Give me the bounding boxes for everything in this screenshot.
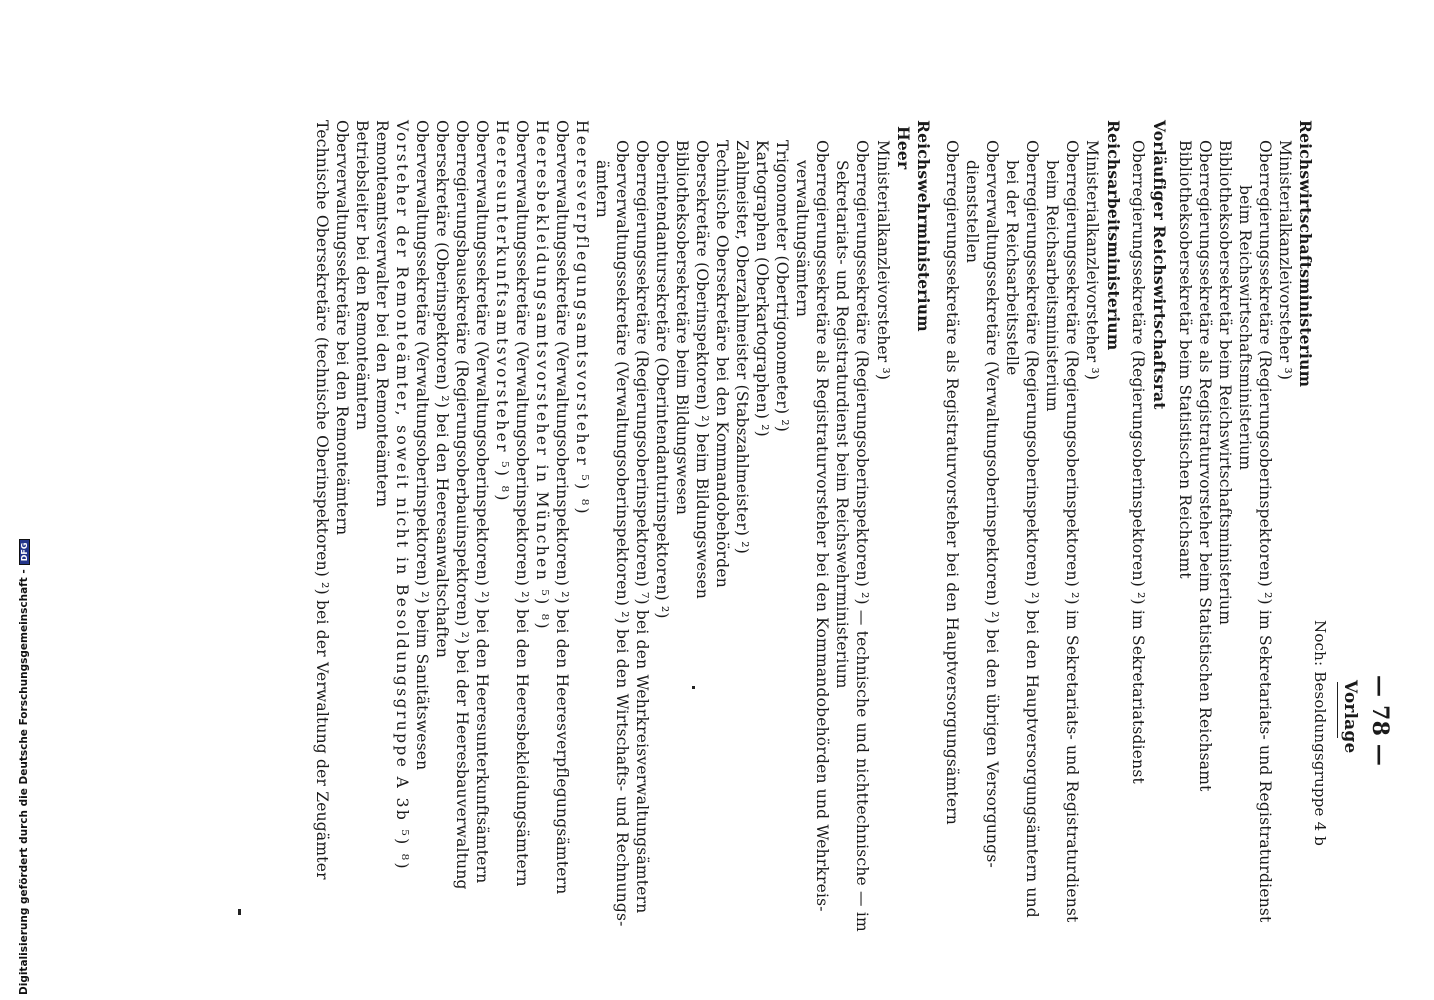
text-line: Oberverwaltungssekretäre (Verwaltungsoberinspektoren) ²) bei den Heeresbekleidungsämtern (513, 120, 531, 887)
text-line: Oberregierungssekretäre (Regierungsoberinspektoren) ²) bei den Hauptversorgungsämtern und (1023, 140, 1041, 918)
section-heading: Reichswehrministerium (914, 120, 933, 332)
text-line: Obersekretäre (Oberinspektoren) ²) bei den Heeresanwaltschaften (433, 120, 451, 659)
text-line: dienststellen (963, 160, 981, 264)
text-line: Remonteamtsverwalter bei den Remonteämtern (373, 120, 391, 508)
text-line: Technische Obersekretäre (technische Oberinspektoren) ²) bei der Verwaltung der Zeugämter (313, 120, 331, 880)
section-heading: Vorläufiger Reichswirtschaftsrat (1150, 120, 1169, 410)
text-line: Bibliotheksobersekretär beim Statistischen Reichsamt (1176, 140, 1194, 579)
text-line: Oberregierungssekretäre als Registraturvorsteher beim Statistischen Reichsamt (1196, 140, 1214, 792)
text-line: Oberintendantursekretäre (Oberintendanturinspektoren) ²) (653, 140, 671, 619)
text-line: Obersekretäre (Oberinspektoren) ²) beim Bildungswesen (693, 140, 711, 600)
text-line: Ministerialkanzleivorsteher ³) (1083, 140, 1101, 381)
text-line: ämtern (593, 160, 611, 218)
section-heading: Reichswirtschaftsministerium (1296, 120, 1315, 388)
text-line: Heeresunterkunftsamtsvorsteher ⁵) ⁸) (493, 120, 511, 503)
section-heading: Heer (894, 126, 913, 170)
text-line: Technische Obersekretäre bei den Kommandobehörden (713, 140, 731, 588)
text-line: beim Reichswirtschaftsministerium (1236, 185, 1254, 471)
text-line: bei der Reichsarbeitsstelle (1003, 160, 1021, 376)
text-line: Betriebsleiter bei den Remonteämtern (353, 120, 371, 431)
text-line: Oberregierungsbausekretäre (Regierungsoberbauinspektoren) ²) bei der Heeresbauverwaltung (453, 120, 471, 890)
text-line: Ministerialkanzleivorsteher ³) (874, 140, 892, 381)
text-line: Oberregierungssekretäre (Regierungsoberinspektoren) ²) im Sekretariats- und Registraturdienst (1256, 140, 1274, 923)
text-line: Kartographen (Oberkartographen) ²) (753, 140, 771, 437)
text-line: Oberregierungssekretäre als Registraturvorsteher bei den Kommandobehörden und Wehrkreis- (813, 140, 831, 912)
text-line: Bibliotheksobersekretäre beim Bildungswesen (673, 140, 691, 516)
dfg-logo: DFG (19, 539, 30, 566)
page-number: — 78 — (1367, 675, 1393, 767)
digitization-credit (18, 539, 30, 995)
title-underline (1337, 682, 1338, 738)
credit-text: Digitalisierung gefördert durch die Deutsche Forschungsgemeinschaft - (18, 569, 30, 995)
rotated-document-page (160, 120, 1393, 932)
text-line: Oberverwaltungssekretäre bei den Remonteämtern (333, 120, 351, 536)
text-line: Heeresbekleidungsamtsvorsteher in München ⁵) ⁸) (533, 120, 551, 631)
text-line: verwaltungsämtern (793, 160, 811, 318)
document-title: Vorlage (1340, 680, 1360, 754)
text-line: Ministerialkanzleivorsteher ³) (1276, 140, 1294, 381)
text-line: Trigonometer (Obertrigonometer) ²) (773, 140, 791, 433)
text-line: Oberregierungssekretäre als Registraturvorsteher bei den Hauptversorgungsämtern (943, 140, 961, 825)
text-line: Bibliotheksobersekretär beim Reichswirtschaftsministerium (1216, 140, 1234, 626)
text-line: Zahlmeister, Oberzahlmeister (Stabszahlmeister) ²) (733, 140, 751, 554)
text-line: Oberverwaltungssekretäre (Verwaltungsoberinspektoren) ²) bei den Heeresverpflegungsämtern (553, 120, 571, 895)
text-line: Oberverwaltungssekretäre (Verwaltungsoberinspektoren) ²) beim Sanitätswesen (413, 120, 431, 771)
page-subtitle: Noch: Besoldungsgruppe 4 b (1311, 620, 1329, 847)
text-line: Oberverwaltungssekretäre (Verwaltungsoberinspektoren) ²) bei den Wirtschafts- und Rechnungs- (613, 140, 631, 927)
text-line: Oberregierungssekretäre (Regierungsoberinspektoren) ⁷) bei den Wehrkreisverwaltungsämtern (633, 140, 651, 914)
text-line: Vorsteher der Remonteämter, soweit nicht in Besoldungsgruppe A 3b ⁵) ⁸) (393, 120, 411, 871)
text-line: Sekretariats- und Registraturdienst beim Reichswehrministerium (833, 160, 851, 689)
section-heading: Reichsarbeitsministerium (1104, 120, 1123, 351)
text-line: Oberverwaltungssekretäre (Verwaltungsoberinspektoren) ²) bei den Heeresunterkunftsämtern (473, 120, 491, 884)
scan-speck (692, 686, 695, 689)
text-line: Heeresverpflegungsamtsvorsteher ⁵) ⁸) (573, 120, 591, 517)
text-line: Oberverwaltungssekretäre (Verwaltungsoberinspektoren) ²) bei den übrigen Versorgungs- (983, 140, 1001, 868)
text-line: beim Reichsarbeitsministerium (1043, 160, 1061, 412)
scan-speck (238, 909, 241, 915)
text-line: Oberregierungssekretäre (Regierungsoberinspektoren) ²) — technische und nichttechnische — im (853, 140, 871, 932)
text-line: Oberregierungssekretäre (Regierungsoberinspektoren) ²) im Sekretariats- und Registraturdienst (1063, 140, 1081, 923)
text-line: Oberregierungssekretäre (Regierungsoberinspektoren) ²) im Sekretariatsdienst (1129, 140, 1147, 784)
